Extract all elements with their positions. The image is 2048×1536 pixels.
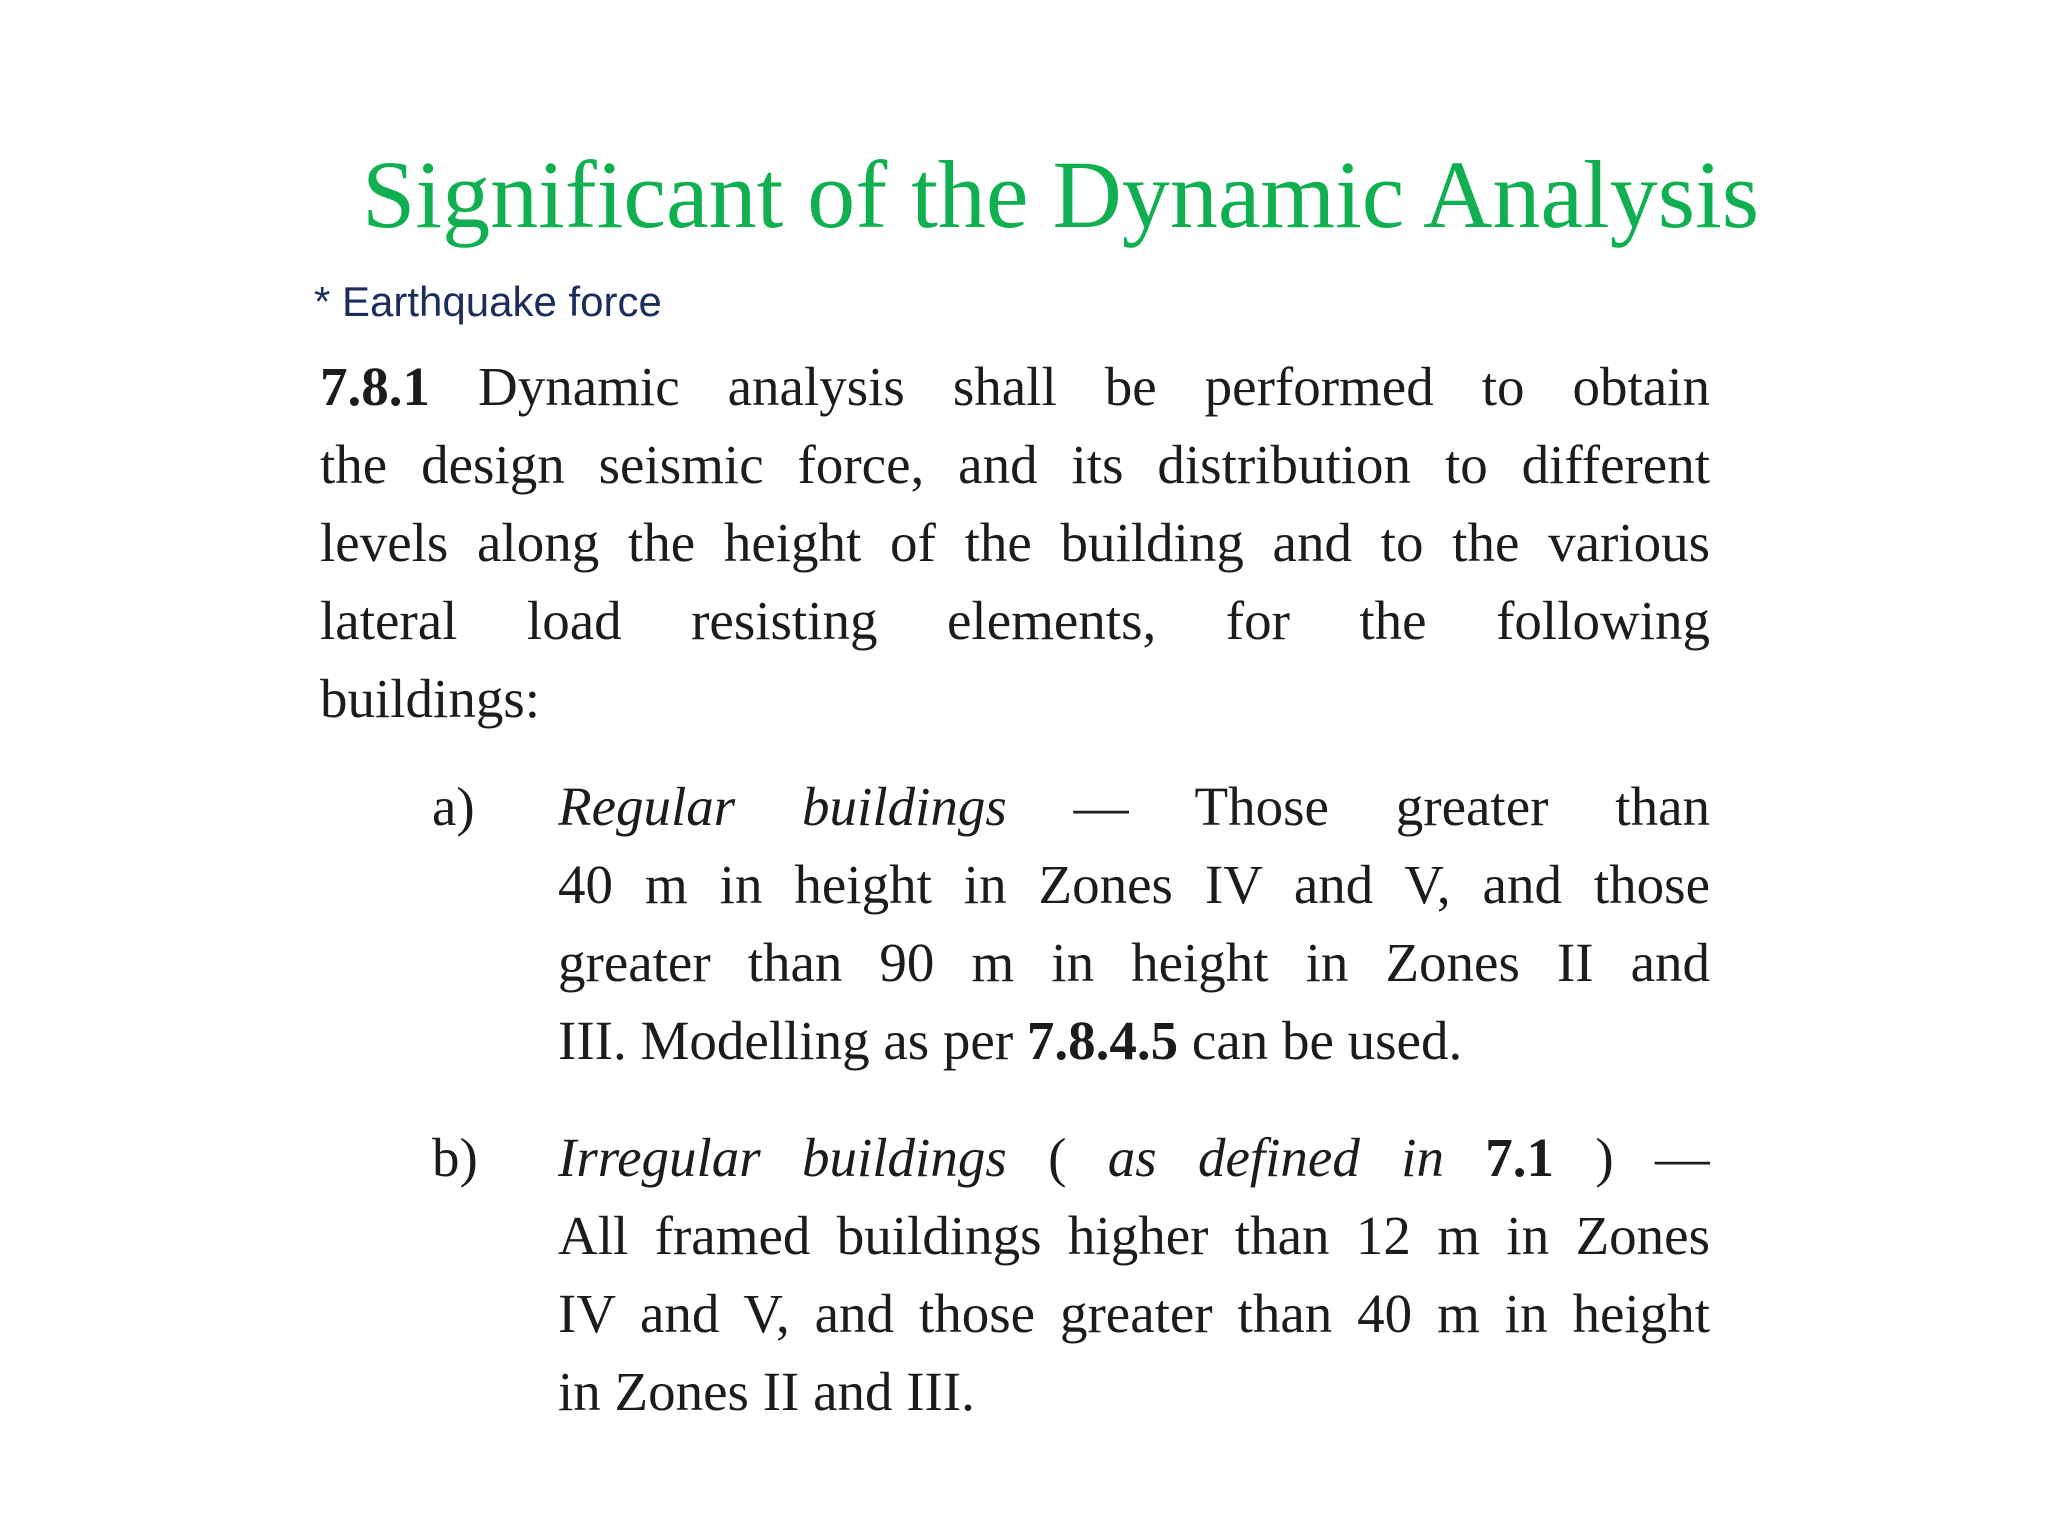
item-b-line-4: in Zones II and III. (558, 1361, 975, 1422)
item-a-line-1-text: Those greater than (1194, 776, 1710, 837)
item-a-line-4-pre: III. Modelling as per (558, 1010, 1014, 1071)
item-b-line-2: All framed buildings higher than 12 m in Zones (558, 1205, 1710, 1266)
item-b-line-3: IV and V, and those greater than 40 m in height (558, 1283, 1710, 1344)
clause-number: 7.8.1 (320, 356, 430, 417)
clause-line-2: the design seismic force, and its distribution to different (320, 434, 1710, 495)
item-a-dash: — (1073, 776, 1129, 837)
clause-line-3: levels along the height of the building and to the various (320, 512, 1710, 573)
slide-title: Significant of the Dynamic Analysis (362, 141, 1760, 248)
item-a-term: Regular buildings (558, 776, 1007, 837)
item-b-paren-text: as defined in (1107, 1127, 1444, 1188)
item-a-ref: 7.8.4.5 (1026, 1010, 1179, 1071)
item-a-line-4-post: can be used. (1191, 1010, 1463, 1071)
item-a-body (558, 768, 1710, 1080)
clause-line-1 (320, 348, 1710, 426)
clause-line-1-text: Dynamic analysis shall be performed to obtain (478, 356, 1710, 417)
item-b-paren-open: ( (1048, 1127, 1067, 1188)
item-a-line-2: 40 m in height in Zones IV and V, and those (558, 854, 1710, 915)
item-b-ref: 7.1 (1485, 1127, 1555, 1188)
item-a-line-3: greater than 90 m in height in Zones II and (558, 932, 1710, 993)
item-a-line-4 (558, 1002, 1710, 1080)
item-b-line-1 (558, 1119, 1710, 1197)
bullet-earthquake-force: * Earthquake force (314, 278, 662, 325)
item-b-term: Irregular buildings (558, 1127, 1007, 1188)
item-b-paren-close: ) — (1595, 1127, 1710, 1188)
clause-7-8-1 (320, 348, 1710, 738)
clause-line-4: lateral load resisting elements, for the following (320, 590, 1710, 651)
item-b-body (558, 1119, 1710, 1431)
list-marker-a: a) (432, 776, 475, 837)
clause-line-5: buildings: (320, 668, 541, 729)
list-marker-b: b) (432, 1127, 478, 1188)
item-a-line-1 (558, 768, 1710, 846)
